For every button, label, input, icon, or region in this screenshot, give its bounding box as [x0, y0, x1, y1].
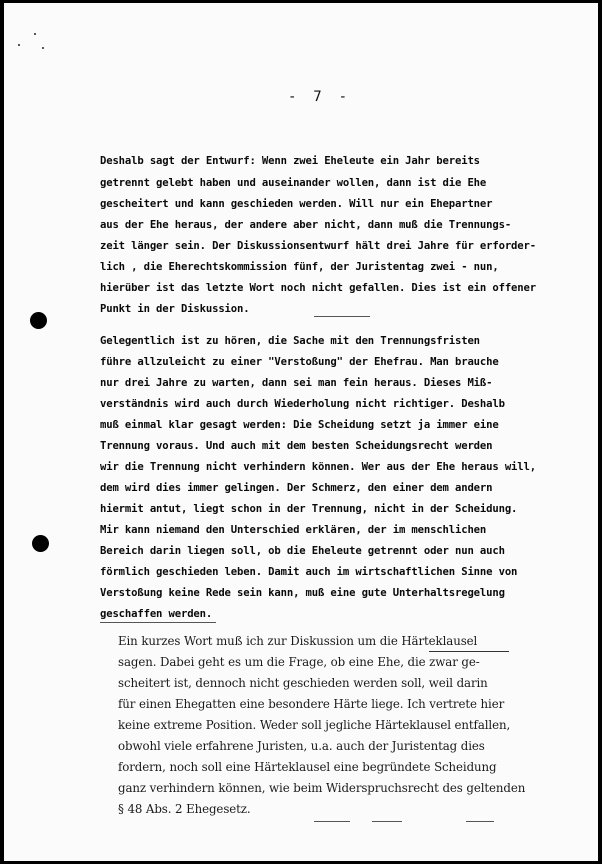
divider-line	[314, 316, 370, 317]
paragraph-2-line: dem wird dies immer gelingen. Der Schmerz, den einer dem andern	[100, 482, 493, 494]
scan-speck	[34, 33, 36, 35]
paragraph-2-line: nur drei Jahre zu warten, dann sei man fein heraus. Dieses Miß-	[100, 377, 493, 389]
paragraph-2-line: Bereich darin liegen soll, ob die Eheleute getrennt oder nun auch	[100, 545, 505, 557]
paragraph-3-line-start: Ein kurzes Wort muß ich zur Diskussion um die Härteklausel	[118, 634, 478, 648]
paragraph-2-line: führe allzuleicht zu einer "Verstoßung" der Ehefrau. Man brauche	[100, 356, 499, 368]
paragraph-1-line: aus der Ehe heraus, der andere aber nicht, dann muß die Trennungs-	[100, 219, 512, 231]
paragraph-2-line: wir die Trennung nicht verhindern können. Wer aus der Ehe heraus will,	[100, 461, 536, 473]
paragraph-1-line: zeit länger sein. Der Diskussionsentwurf hält drei Jahre für erforder-	[100, 240, 536, 252]
paragraph-2-line: hiermit antut, liegt schon in der Trennung, nicht in der Scheidung.	[100, 503, 518, 515]
haerteklausel-underline	[429, 651, 509, 652]
paragraph-3-line: keine extreme Position. Weder soll jegliche Härteklausel entfallen,	[118, 718, 511, 732]
paragraph-1-line: Punkt in der Diskussion.	[100, 303, 250, 315]
footer-rule	[314, 821, 350, 822]
paragraph-3-line: ganz verhindern können, wie beim Widerspruchsrecht des geltenden	[118, 781, 526, 795]
paragraph-3-line: fordern, noch soll eine Härteklausel eine begründete Scheidung	[118, 760, 497, 774]
paragraph-3-line	[118, 634, 477, 648]
paragraph-3-line: § 48 Abs. 2 Ehegesetz.	[118, 802, 251, 816]
footer-rule	[466, 821, 494, 822]
scan-speck	[42, 47, 44, 49]
paragraph-1-line: hierüber ist das letzte Wort noch nicht gefallen. Dies ist ein offener	[100, 282, 536, 294]
paragraph-3-line: obwohl viele erfahrene Juristen, u.a. auch der Juristentag dies	[118, 739, 485, 753]
paragraph-3-line: sagen. Dabei geht es um die Frage, ob eine Ehe, die zwar ge-	[118, 655, 480, 669]
paragraph-2-line: Trennung voraus. Und auch mit dem besten Scheidungsrecht werden	[100, 440, 493, 452]
paragraph-2-line: Verstoßung keine Rede sein kann, muß eine gute Unterhaltsregelung	[100, 587, 505, 599]
paper-sheet	[4, 3, 598, 861]
punch-hole-top	[30, 312, 47, 329]
punch-hole-bottom	[32, 535, 49, 552]
divider-line	[100, 622, 216, 623]
paragraph-2-line: Mir kann niemand den Unterschied erklären, der im menschlichen	[100, 524, 487, 536]
page-number: - 7 -	[288, 89, 348, 105]
paragraph-3-line: für einen Ehegatten eine besondere Härte liege. Ich vertrete hier	[118, 697, 505, 711]
paragraph-1-line: lich , die Eherechtskommission fünf, der Juristentag zwei - nun,	[100, 261, 499, 273]
scan-speck	[18, 44, 20, 46]
paragraph-2-line: geschaffen werden.	[100, 608, 213, 620]
paragraph-1-line: Deshalb sagt der Entwurf: Wenn zwei Eheleute ein Jahr bereits	[100, 155, 480, 167]
footer-rule	[372, 821, 402, 822]
paragraph-2-line: muß einmal klar gesagt werden: Die Scheidung setzt ja immer eine	[100, 419, 499, 431]
paragraph-3-line: scheitert ist, dennoch nicht geschieden werden soll, weil darin	[118, 676, 488, 690]
paragraph-1-line: getrennt gelebt haben und auseinander wollen, dann ist die Ehe	[100, 177, 487, 189]
paragraph-2-line: verständnis wird auch durch Wiederholung nicht richtiger. Deshalb	[100, 398, 505, 410]
paragraph-2-line: Gelegentlich ist zu hören, die Sache mit den Trennungsfristen	[100, 335, 480, 347]
paragraph-2-line: förmlich geschieden leben. Damit auch im wirtschaftlichen Sinne von	[100, 566, 518, 578]
paragraph-1-line: gescheitert und kann geschieden werden. Will nur ein Ehepartner	[100, 198, 493, 210]
